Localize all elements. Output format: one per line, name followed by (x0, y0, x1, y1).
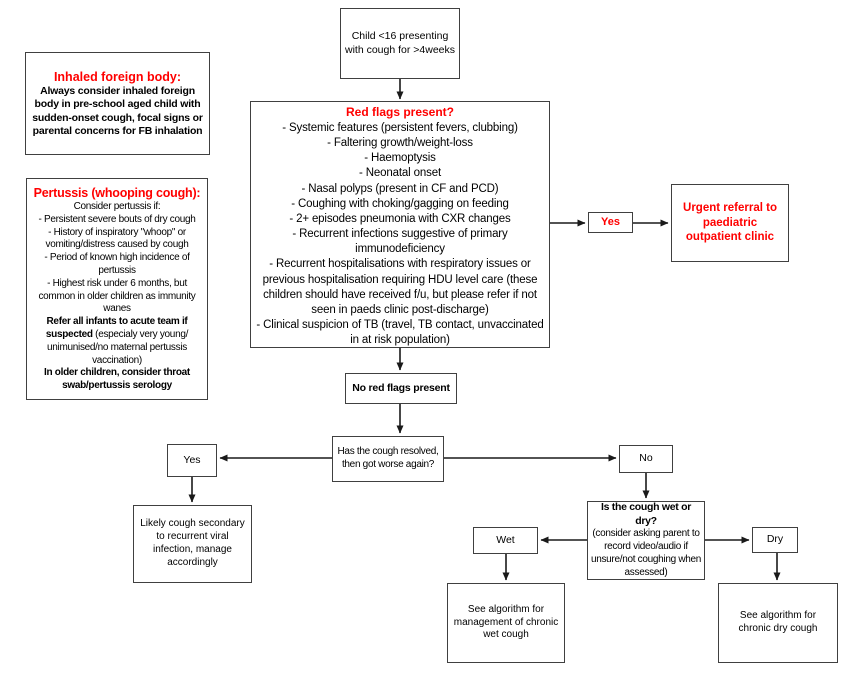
pertussis-item: - Highest risk under 6 months, but common in older children as immunity wanes (38, 277, 196, 315)
red-flag-item: - Systemic features (persistent fevers, clubbing) (282, 121, 518, 134)
pertussis-item: - History of inspiratory "whoop" or vomiting/distress caused by cough (45, 226, 189, 251)
red-flag-item: - Clinical suspicion of TB (travel, TB contact, unvaccinated in at risk population) (256, 319, 544, 347)
node-start (340, 8, 460, 79)
pertussis-refer-rest: (especialy very young/ unimunised/no maternal pertussis vaccination) (47, 328, 189, 366)
node-no-red-flags-label: No red flags present (352, 381, 450, 394)
node-cough-resolved-question (332, 436, 444, 482)
node-wet-label: Wet (496, 533, 515, 546)
pertussis-refer-line (29, 316, 205, 367)
node-urgent-referral-label: Urgent referral to paediatric outpatient clinic (683, 201, 777, 244)
node-see-wet-algorithm (447, 583, 565, 663)
pertussis-older-children: In older children, consider throat swab/pertussis serology (44, 367, 190, 392)
node-no-resolved-label: No (639, 452, 653, 465)
node-inhaled-title: Inhaled foreign body: (53, 69, 182, 84)
node-see-wet-label: See algorithm for management of chronic wet cough (453, 603, 559, 641)
node-yes-red-flags-label: Yes (601, 216, 620, 229)
node-pertussis (26, 178, 208, 400)
node-start-label: Child <16 presenting with cough for >4weeks (344, 30, 456, 56)
node-dry-label: Dry (766, 533, 784, 546)
node-inhaled-body: Always consider inhaled foreign body in pre-school aged child with sudden-onset cough, focal signs or parental concerns for FB inhalation (32, 84, 203, 137)
red-flag-item: - Neonatal onset (359, 167, 441, 180)
red-flag-item: - Recurrent infections suggestive of primary immunodeficiency (292, 228, 508, 256)
node-wet-or-dry-note: (consider asking parent to record video/audio if unsure/not coughing when assessed) (590, 528, 702, 578)
node-dry (752, 527, 798, 553)
node-see-dry-label: See algorithm for chronic dry cough (738, 610, 818, 634)
red-flag-item: - Haemoptysis (364, 152, 436, 165)
node-wet-or-dry-question (587, 501, 705, 580)
node-likely-viral-label: Likely cough secondary to recurrent viral infection, manage accordingly (140, 518, 245, 568)
pertussis-item: - Period of known high incidence of pertussis (44, 252, 190, 276)
node-pertussis-intro: Consider pertussis if: (73, 201, 161, 213)
red-flag-item: - Coughing with choking/gagging on feeding (291, 197, 509, 210)
node-likely-viral (133, 505, 252, 583)
node-no-red-flags (345, 373, 457, 404)
red-flag-item: - Nasal polyps (present in CF and PCD) (301, 182, 499, 195)
red-flag-item: - Recurrent hospitalisations with respiratory issues or previous hospitalisation requiring HDU level care (these children should have received f/u, but please refer if not seen in paeds clinic post-discharge) (262, 258, 538, 316)
node-urgent-referral (671, 184, 789, 262)
red-flag-item: - 2+ episodes pneumonia with CXR changes (289, 212, 511, 225)
node-wet-or-dry-title: Is the cough wet or dry? (601, 501, 691, 527)
node-yes-resolved (167, 444, 217, 477)
node-inhaled-foreign-body (25, 52, 210, 155)
node-no-resolved (619, 445, 673, 473)
node-red-flags (250, 101, 550, 348)
node-see-dry-algorithm (718, 583, 838, 663)
node-yes-red-flags (588, 212, 633, 233)
pertussis-item: - Persistent severe bouts of dry cough (38, 213, 196, 225)
node-red-flags-title: Red flags present? (345, 105, 455, 119)
red-flag-item: - Faltering growth/weight-loss (327, 137, 473, 149)
pertussis-refer-bold: Refer all infants to acute team if suspected (45, 316, 188, 340)
node-cough-resolved-label: Has the cough resolved, then got worse again? (337, 446, 439, 470)
node-yes-resolved-label: Yes (183, 453, 201, 466)
node-pertussis-title: Pertussis (whooping cough): (33, 186, 201, 201)
node-wet (473, 527, 538, 554)
